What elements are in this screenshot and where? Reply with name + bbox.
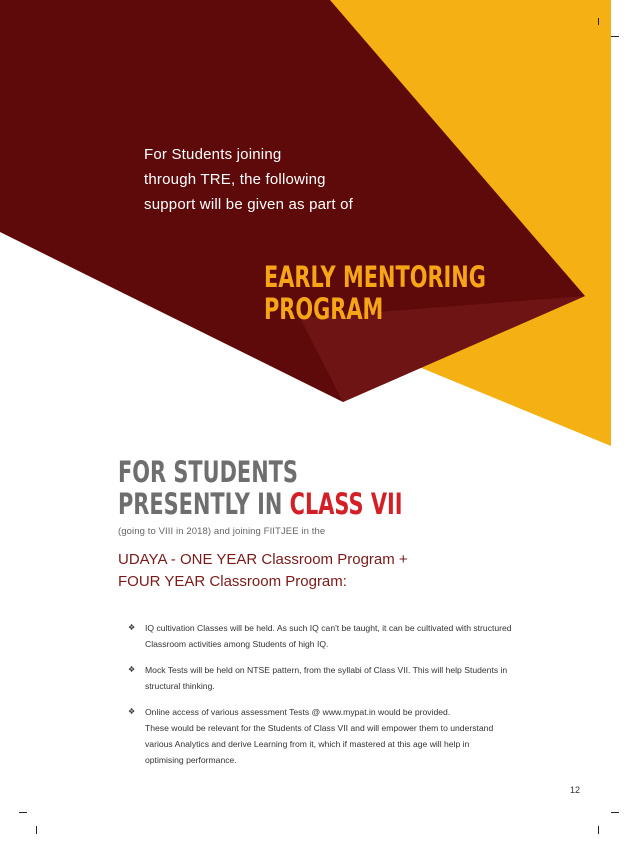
program-title-line: EARLY MENTORING xyxy=(264,260,486,294)
program-title xyxy=(264,261,486,325)
program-name-line: FOUR YEAR Classroom Program: xyxy=(118,573,347,590)
list-item-line: IQ cultivation Classes will be held. As such IQ can't be taught, it can be cultivated with structured xyxy=(145,623,512,633)
list-item-line: These would be relevant for the Students of Class VII and will empower them to understand xyxy=(145,723,494,733)
crop-mark xyxy=(19,812,27,813)
program-title-line: PROGRAM xyxy=(264,292,384,326)
list-item-line: Online access of various assessment Tests @ www.mypat.in would be provided. xyxy=(145,707,451,717)
crop-mark xyxy=(611,36,619,37)
heading-accent: CLASS VII xyxy=(289,487,403,521)
list-item xyxy=(128,620,528,652)
diamond-bullet-icon: ❖ xyxy=(128,623,136,632)
crop-mark xyxy=(598,18,599,25)
list-item-line: Classroom activities among Students of high IQ. xyxy=(145,639,329,649)
intro-text xyxy=(144,142,444,217)
diamond-bullet-icon: ❖ xyxy=(128,707,136,716)
list-item-line: optimising performance. xyxy=(145,755,237,765)
intro-line: For Students joining xyxy=(144,146,282,163)
list-item xyxy=(128,662,528,694)
list-item-line: structural thinking. xyxy=(145,681,215,691)
heading-line-1: FOR STUDENTS xyxy=(118,455,298,489)
list-item xyxy=(128,704,528,768)
heading-prefix: PRESENTLY IN xyxy=(118,487,290,521)
heading-line-2 xyxy=(118,488,403,520)
intro-line: through TRE, the following xyxy=(144,171,326,188)
crop-mark xyxy=(36,826,37,834)
list-item-line: various Analytics and derive Learning from it, which if mastered at this age will help in xyxy=(145,739,470,749)
list-item-line: Mock Tests will be held on NTSE pattern, from the syllabi of Class VII. This will help Students in xyxy=(145,665,508,675)
support-list xyxy=(128,620,528,778)
program-name-line: UDAYA - ONE YEAR Classroom Program + xyxy=(118,551,408,568)
program-names xyxy=(118,549,408,593)
page-number: 12 xyxy=(570,785,581,795)
intro-line: support will be given as part of xyxy=(144,196,354,213)
crop-mark xyxy=(598,826,599,834)
subtitle: (going to VIII in 2018) and joining FIITJEE in the xyxy=(118,526,326,537)
section-heading xyxy=(118,456,403,520)
crop-mark xyxy=(611,812,619,813)
diamond-bullet-icon: ❖ xyxy=(128,665,136,674)
